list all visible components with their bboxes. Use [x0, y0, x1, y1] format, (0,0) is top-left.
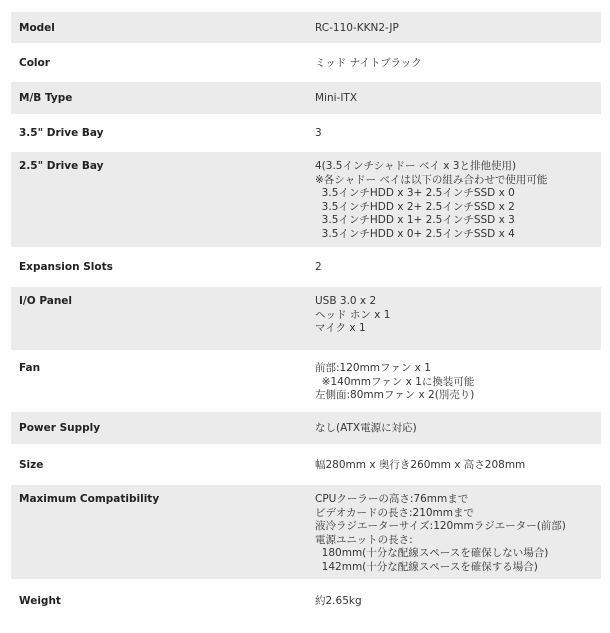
spec-value [315, 247, 601, 287]
spec-row [11, 247, 601, 287]
spec-row [11, 287, 601, 350]
spec-row [11, 12, 601, 43]
spec-label: Color [11, 43, 315, 82]
spec-row [11, 444, 601, 485]
spec-value-line: 142mm(十分な配線スペースを確保する場合) [315, 560, 538, 573]
spec-row [11, 152, 601, 247]
spec-value [315, 444, 601, 485]
spec-value-line: USB 3.0 x 2 [315, 295, 377, 307]
spec-value-line: 3.5インチHDD x 0+ 2.5インチSSD x 4 [315, 227, 515, 240]
spec-value [315, 485, 601, 579]
spec-value-line: なし(ATX電源に対応) [315, 422, 417, 434]
spec-value-line: ビデオカードの長さ:210mmまで [315, 506, 475, 519]
spec-value [315, 152, 601, 247]
spec-label: Size [11, 444, 315, 485]
spec-label: Expansion Slots [11, 247, 315, 287]
spec-value [315, 82, 601, 114]
spec-value-line: 3 [315, 127, 322, 139]
spec-table-body [11, 12, 601, 633]
spec-value-line: RC-110-KKN2-JP [315, 22, 399, 34]
spec-value-line: 前部:120mmファン x 1 [315, 362, 431, 374]
spec-value-line: ヘッド ホン x 1 [315, 308, 391, 321]
spec-label: Weight [11, 579, 315, 633]
spec-value-line: 液冷ラジエーターサイズ:120mmラジエーター(前部) [315, 520, 566, 532]
spec-value [315, 412, 601, 444]
spec-value-line: 左側面:80mmファン x 2(別売り) [315, 389, 475, 401]
spec-label: Power Supply [11, 412, 315, 444]
spec-value-line: ミッド ナイトブラック [315, 57, 422, 69]
spec-value [315, 114, 601, 152]
spec-label: Maximum Compatibility [11, 485, 315, 579]
spec-value [315, 287, 601, 350]
spec-value [315, 12, 601, 43]
spec-value-line: CPUクーラーの高さ:76mmまで [315, 493, 469, 505]
spec-label: I/O Panel [11, 287, 315, 350]
spec-value-line: 180mm(十分な配線スペースを確保しない場合) [315, 547, 549, 559]
spec-row [11, 579, 601, 633]
spec-value-line: 電源ユニットの長さ: [315, 533, 413, 546]
spec-value-line: 3.5インチHDD x 3+ 2.5インチSSD x 0 [315, 187, 515, 199]
spec-table [11, 12, 601, 633]
spec-label: 2.5" Drive Bay [11, 152, 315, 247]
spec-value-line: ※各シャドー ベイは以下の組み合わせで使用可能 [315, 173, 548, 186]
spec-row [11, 350, 601, 412]
spec-value [315, 579, 601, 633]
spec-label: Model [11, 12, 315, 43]
spec-row [11, 412, 601, 444]
spec-value [315, 350, 601, 412]
spec-value-line: 2 [315, 261, 322, 273]
spec-value-line: 3.5インチHDD x 2+ 2.5インチSSD x 2 [315, 200, 515, 213]
spec-value-line: 4(3.5インチシャドー ベイ x 3と排他使用) [315, 160, 517, 172]
spec-row [11, 485, 601, 579]
spec-value-line: Mini-ITX [315, 92, 358, 104]
spec-value-line: マイク x 1 [315, 322, 366, 334]
spec-value [315, 43, 601, 82]
spec-row [11, 114, 601, 152]
spec-label: 3.5" Drive Bay [11, 114, 315, 152]
spec-value-line: 幅280mm x 奥行き260mm x 高さ208mm [315, 459, 526, 471]
spec-value-line: 約2.65kg [315, 595, 362, 607]
spec-label: Fan [11, 350, 315, 412]
spec-row [11, 43, 601, 82]
spec-value-line: ※140mmファン x 1に換装可能 [315, 375, 475, 388]
spec-label: M/B Type [11, 82, 315, 114]
spec-value-line: 3.5インチHDD x 1+ 2.5インチSSD x 3 [315, 214, 515, 226]
spec-row [11, 82, 601, 114]
